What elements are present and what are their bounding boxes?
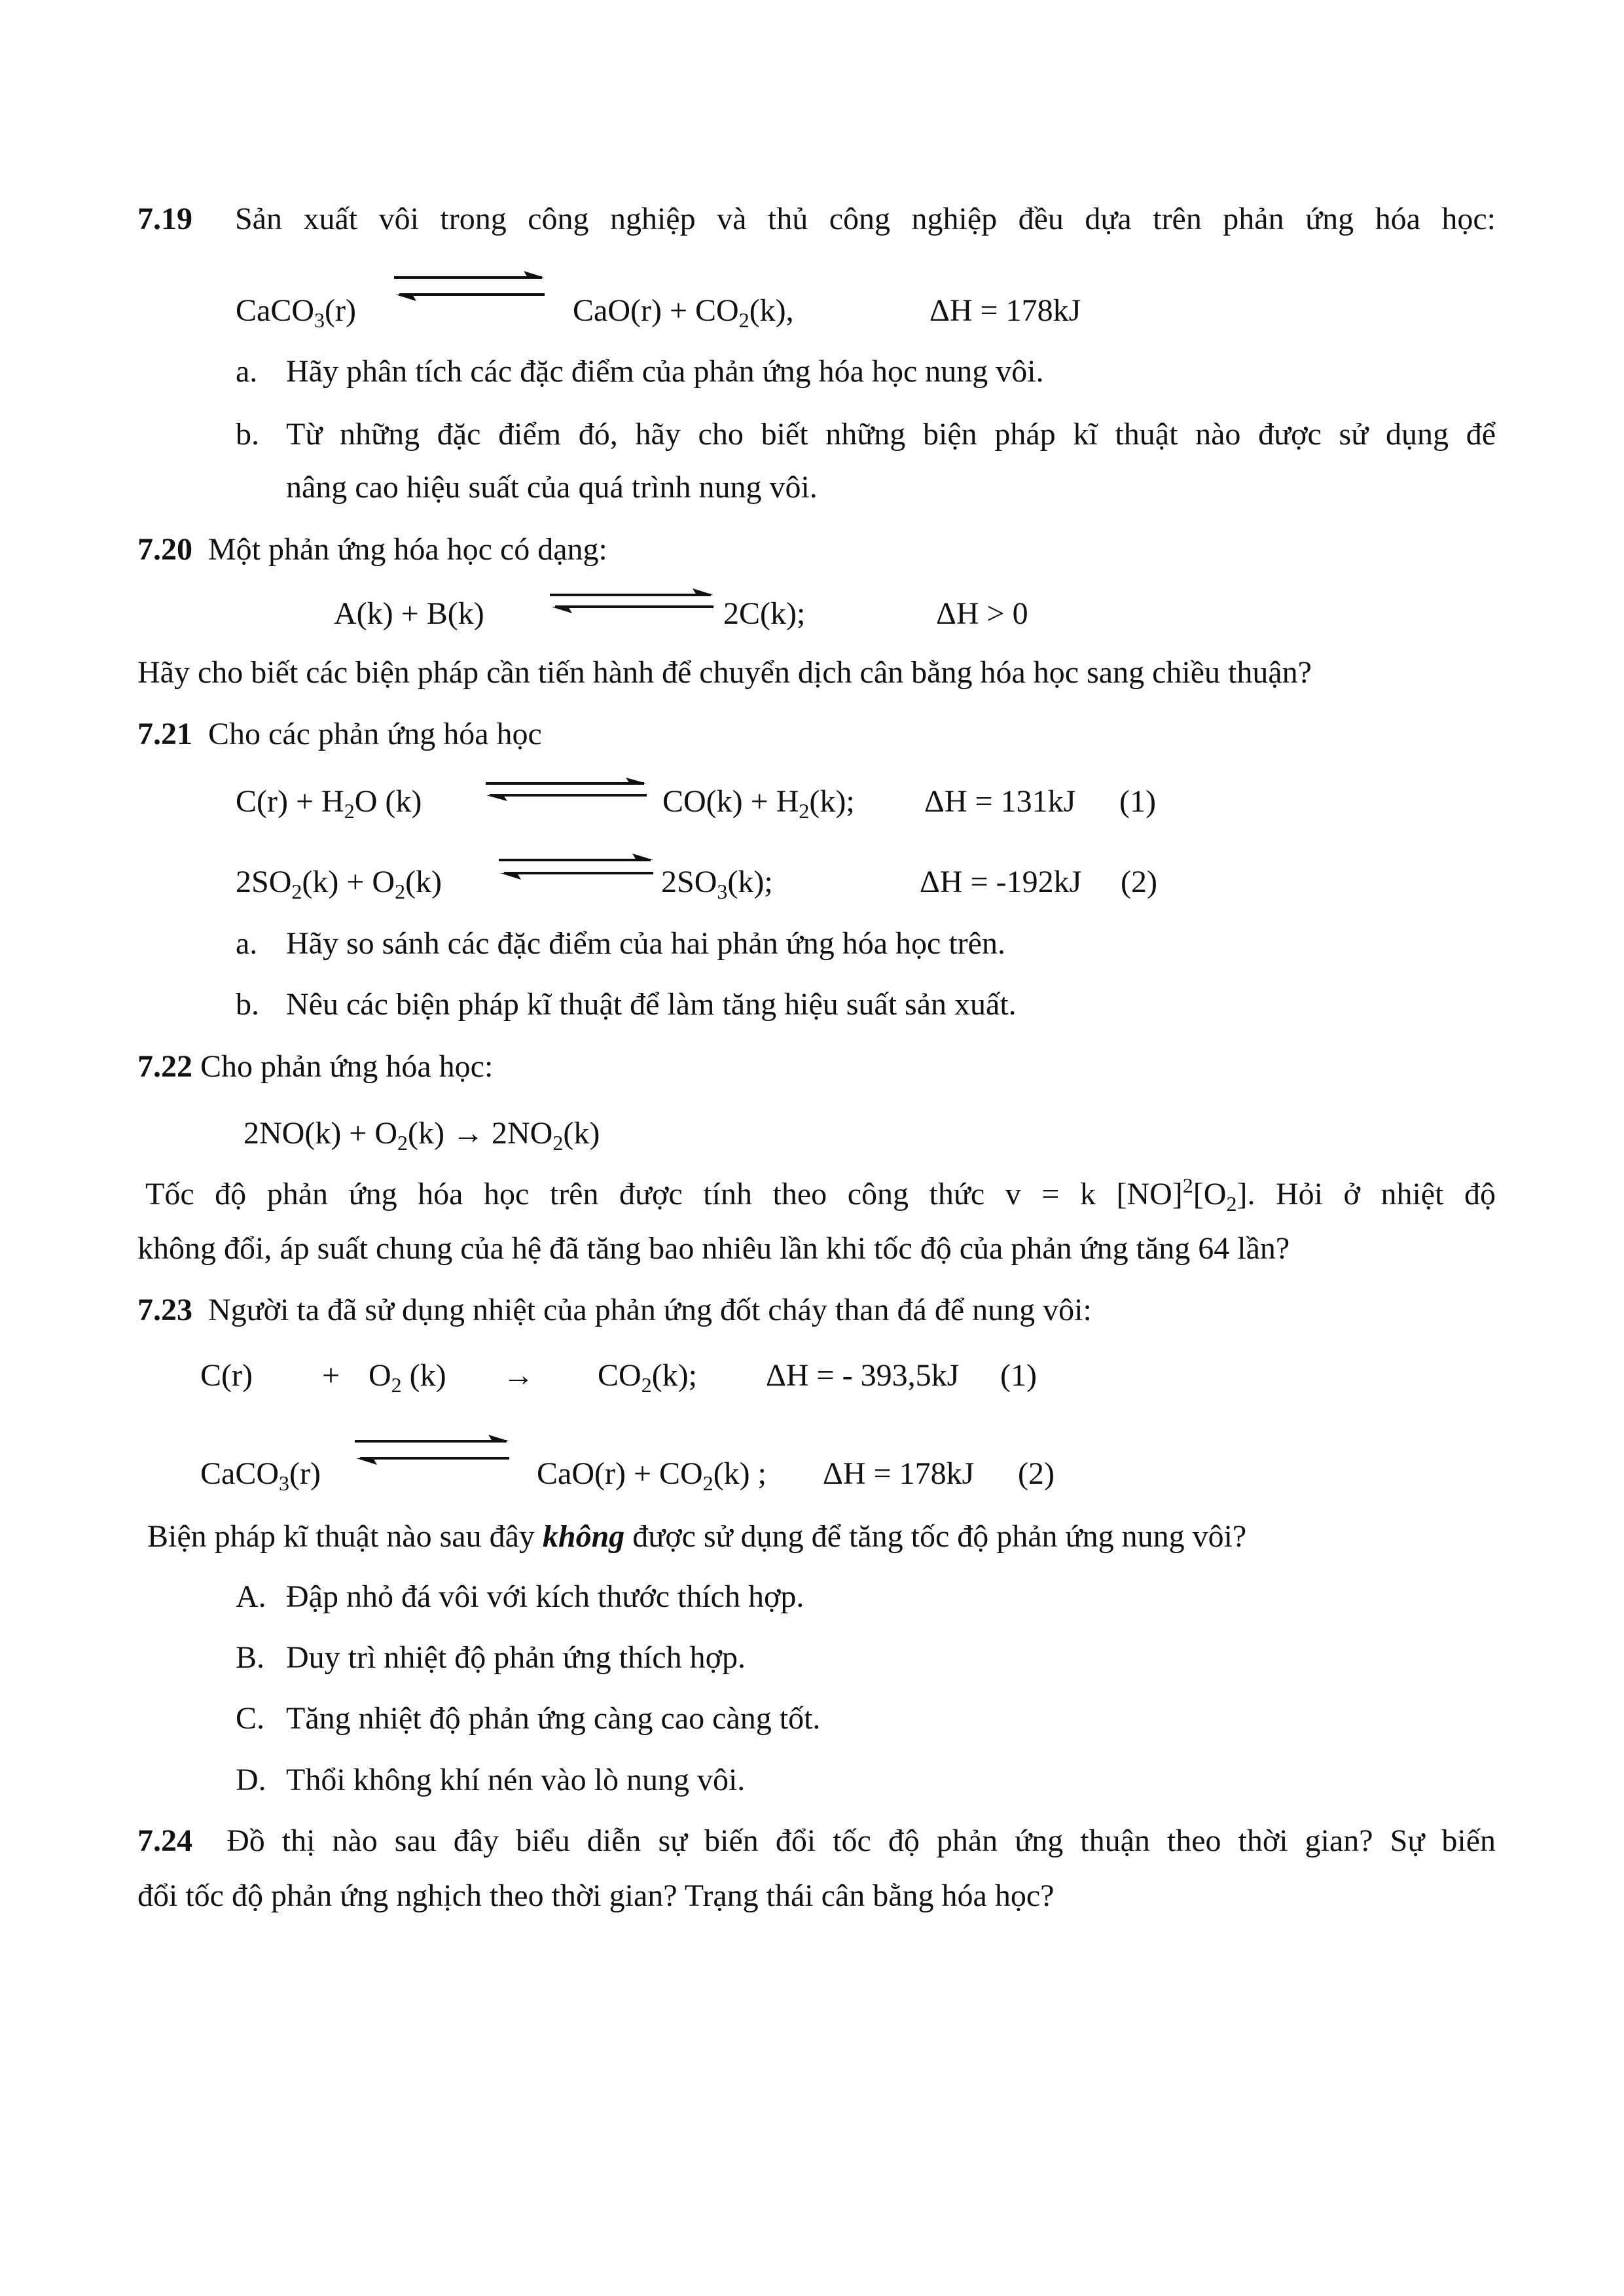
q720-text: Một phản ứng hóa học có dạng: xyxy=(208,532,607,567)
q724-number: 7.24 xyxy=(137,1823,192,1858)
q723-emphasis: không xyxy=(542,1519,625,1554)
q723-heading xyxy=(137,1291,1092,1330)
q724-line2: đổi tốc độ phản ứng nghịch theo thời gian? Trạng thái cân bằng hóa học? xyxy=(137,1878,1055,1913)
q723-eq1-co2: $CO_2(k)$; xyxy=(598,1358,697,1397)
q723-eq2-left: CaCO$_3$(r) xyxy=(200,1456,321,1495)
q721-a-label: a. xyxy=(236,926,258,961)
q724-line1: 7.24 Đồ thị nào sau đây biểu diễn sự biến đổi tốc độ phản ứng thuận theo thời gian? Sự biến xyxy=(137,1823,1496,1858)
q723-option-b-label: B. xyxy=(236,1640,265,1675)
q721-heading xyxy=(137,715,542,754)
q720-heading xyxy=(137,530,607,569)
q719-heading xyxy=(137,200,1496,239)
q720-question: Hãy cho biết các biện pháp cần tiến hành để chuyển dịch cân bằng hóa học sang chiều thuận? xyxy=(137,655,1312,690)
q723-eq1-tag: (1) xyxy=(1000,1358,1037,1393)
q721-eq1-left: $C(r) + H_2O$ (k) xyxy=(236,784,422,823)
q723-eq2-right: $CaO(r) + CO_2(k)$ ; xyxy=(537,1456,767,1495)
q723-option-a-label: A. xyxy=(236,1579,266,1614)
equilibrium-arrow xyxy=(549,586,715,619)
q722-line2: không đổi, áp suất chung của hệ đã tăng bao nhiêu lần khi tốc độ của phản ứng tăng 64 lần? xyxy=(137,1231,1290,1266)
q719-eq-left: CaCO$_3$(r) xyxy=(236,293,356,332)
q720-eq-left: A(k) + B(k) xyxy=(334,596,484,631)
q719-a-label: a. xyxy=(236,354,258,389)
q721-eq2-tag: (2) xyxy=(1121,865,1157,899)
q721-a-text: Hãy so sánh các đặc điểm của hai phản ứng hóa học trên. xyxy=(286,926,1005,961)
q719-a-text: Hãy phân tích các đặc điểm của phản ứng hóa học nung vôi. xyxy=(286,354,1044,389)
q721-eq1-dh: ΔH = 131kJ xyxy=(924,784,1076,819)
equilibrium-arrow xyxy=(393,263,547,309)
q723-question: Biện pháp kĩ thuật nào sau đây không được sử dụng để tăng tốc độ phản ứng nung vôi? xyxy=(147,1519,1247,1554)
q721-b-text: Nêu các biện pháp kĩ thuật để làm tăng hiệu suất sản xuất. xyxy=(286,987,1017,1022)
q722-text: Cho phản ứng hóa học: xyxy=(200,1049,494,1084)
q723-option-c-text: Tăng nhiệt độ phản ứng càng cao càng tốt. xyxy=(286,1701,821,1736)
q720-eq-right: 2C(k); xyxy=(723,596,806,631)
q723-option-d-text: Thổi không khí nén vào lò nung vôi. xyxy=(286,1763,746,1797)
q723-eq1-c: C(r) xyxy=(200,1358,253,1393)
q721-eq1-tag: (1) xyxy=(1119,784,1156,819)
q723-option-b-text: Duy trì nhiệt độ phản ứng thích hợp. xyxy=(286,1640,746,1675)
q723-eq1-o2: $O_2$ (k) xyxy=(369,1358,446,1397)
q721-eq2-right: $2SO_3(k)$; xyxy=(661,865,773,903)
q722-line1: Tốc độ phản ứng hóa học trên được tính theo công thức v = k $[NO]^2[O_2]$. Hỏi ở nhiệt độ xyxy=(145,1174,1496,1215)
q721-eq1-right: $CO(k) + H_2(k)$; xyxy=(662,784,855,823)
q720-eq-dh: ΔH > 0 xyxy=(936,596,1028,631)
q720-number: 7.20 xyxy=(137,532,192,567)
q721-text: Cho các phản ứng hóa học xyxy=(208,717,542,751)
equilibrium-arrow xyxy=(484,776,648,806)
q723-option-a-text: Đập nhỏ đá vôi với kích thước thích hợp. xyxy=(286,1579,804,1614)
q722-heading xyxy=(137,1047,493,1086)
equilibrium-arrow xyxy=(353,1427,511,1473)
q723-eq2-dh: ΔH = 178kJ xyxy=(823,1456,975,1491)
q719-number: 7.19 xyxy=(137,202,192,236)
q721-number: 7.21 xyxy=(137,717,192,751)
q723-text: Người ta đã sử dụng nhiệt của phản ứng đốt cháy than đá để nung vôi: xyxy=(208,1293,1092,1327)
q719-b-text1: Từ những đặc điểm đó, hãy cho biết những biện pháp kĩ thuật nào được sử dụng để xyxy=(286,417,1496,452)
q722-eq: $2NO(k) + O_2(k) \to 2NO_2(k)$ xyxy=(244,1116,600,1155)
q719-eq-dh: ΔH = 178kJ xyxy=(929,293,1081,328)
q719-b-label: b. xyxy=(236,417,259,452)
q721-b-label: b. xyxy=(236,987,259,1022)
q719-text: Sản xuất vôi trong công nghiệp và thủ công nghiệp đều dựa trên phản ứng hóa học: xyxy=(234,202,1496,236)
q723-eq2-tag: (2) xyxy=(1018,1456,1055,1491)
q723-option-c-label: C. xyxy=(236,1701,265,1736)
q721-eq2-dh: ΔH = -192kJ xyxy=(920,865,1082,899)
q723-eq1-plus: + xyxy=(322,1358,340,1393)
q723-eq1-arrow: → xyxy=(503,1358,534,1393)
q723-eq1-dh: ΔH = - 393,5kJ xyxy=(766,1358,960,1393)
q723-option-d-label: D. xyxy=(236,1763,266,1797)
q719-eq-right: $CaO(r) + CO_2(k)$, xyxy=(573,293,794,332)
q722-number: 7.22 xyxy=(137,1049,192,1084)
q723-number: 7.23 xyxy=(137,1293,192,1327)
equilibrium-arrow xyxy=(497,851,655,885)
q719-b-text2: nâng cao hiệu suất của quá trình nung vôi. xyxy=(286,470,818,505)
q721-eq2-left: $2SO_2(k) + O_2(k)$ xyxy=(236,865,442,903)
